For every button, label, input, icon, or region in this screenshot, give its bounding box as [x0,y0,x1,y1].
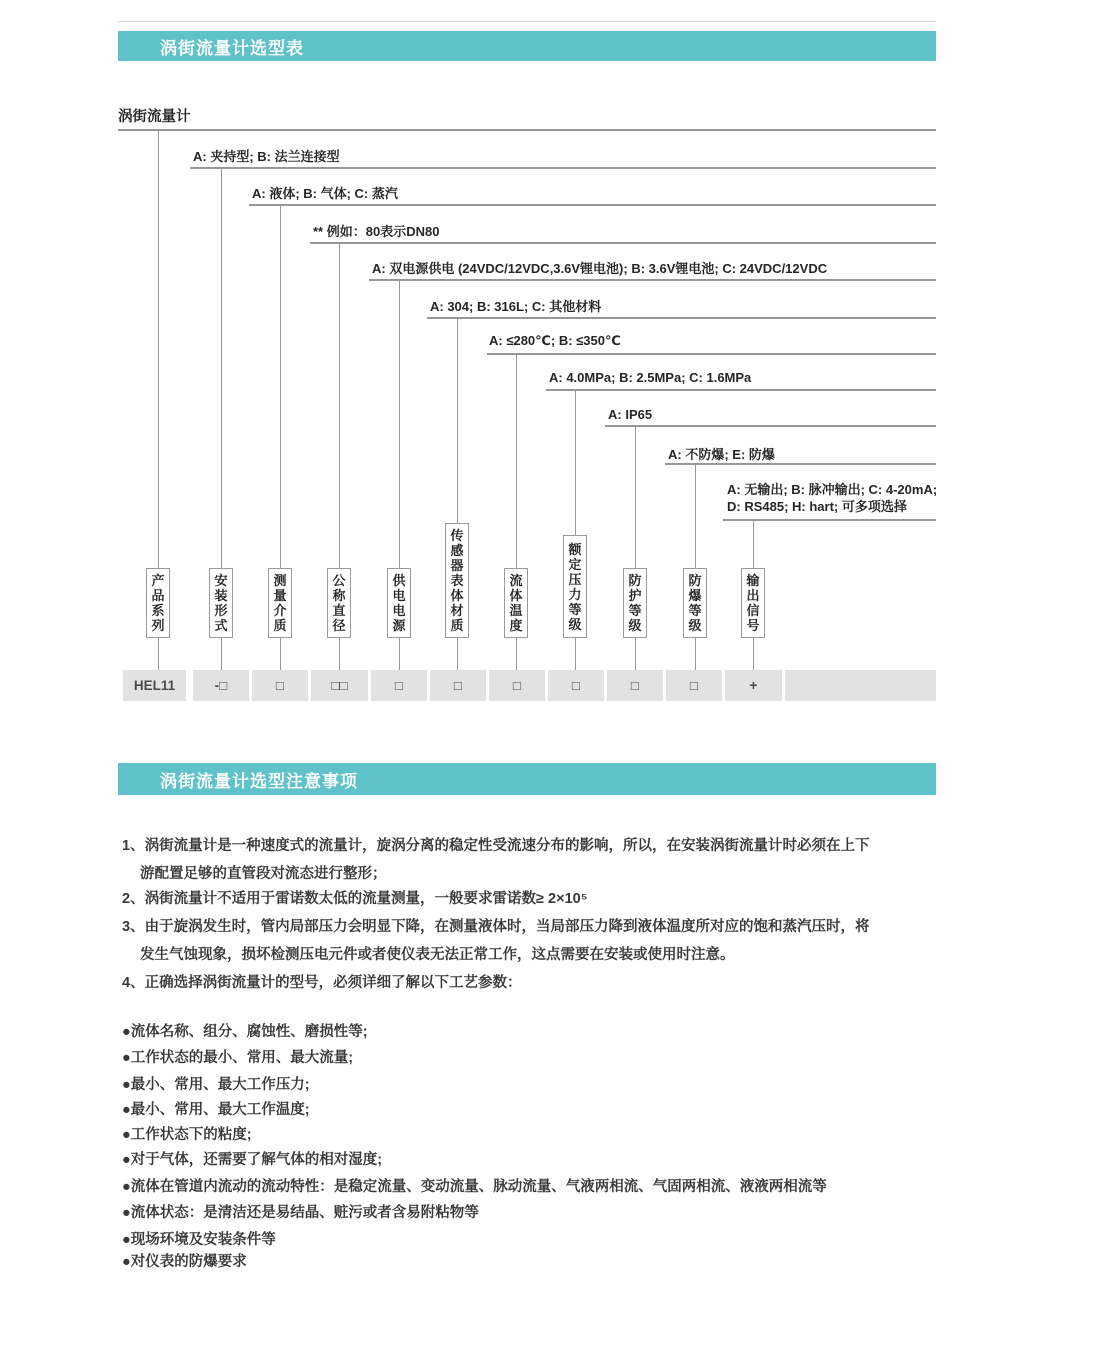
option-text-fluid-temperature: A: ≤280℃; B: ≤350℃ [489,333,621,348]
connector-line [457,319,458,523]
field-label: 输出信号 [746,573,760,633]
connector-line [753,638,754,670]
bullet-item: ●流体在管道内流动的流动特性：是稳定流量、变动流量、脉动流量、气液两相流、气固两相流、液液两相流等 [122,1179,827,1195]
connector-line [575,391,576,535]
connector-line [635,638,636,670]
output-signal-line2: D: RS485; H: hart; 可多项选择 [727,499,907,514]
bullet-item: ●工作状态下的粘度; [122,1127,252,1143]
code-cell-fluid-temperature: □ [489,670,545,701]
field-box-protection-class [623,568,647,638]
note-item: 3、由于旋涡发生时，管内局部压力会明显下降，在测量液体时，当局部压力降到液体温度所对应的饱和蒸汽压时，将 [122,919,870,935]
note-item: 1、涡街流量计是一种速度式的流量计，旋涡分离的稳定性受流速分布的影响，所以，在安装涡街流量计时必须在上下 [122,838,870,854]
connector-line [118,129,936,131]
connector-line [280,638,281,670]
bullet-item: ●流体状态：是清洁还是易结晶、赃污或者含易附粘物等 [122,1205,479,1221]
connector-line [369,279,936,281]
connector-line [516,355,517,568]
section-title: 涡街流量计选型注意事项 [160,771,358,791]
field-label: 产品系列 [151,573,165,633]
option-text-power-supply: A: 双电源供电 (24VDC/12VDC,3.6V锂电池); B: 3.6V锂电池; C: 24VDC/12VDC [372,261,828,276]
connector-line [339,638,340,670]
connector-line [158,131,159,568]
code-cell-blank [785,670,936,701]
field-box-rated-pressure [563,535,587,638]
connector-line [158,638,159,670]
field-label: 测量介质 [273,573,287,633]
code-cell-measured-medium: □ [252,670,308,701]
connector-line [339,244,340,568]
code-cell-nominal-diameter: □□ [311,670,368,701]
field-label: 额定压力等级 [568,541,582,632]
connector-line [695,638,696,670]
field-box-power-supply [387,568,411,638]
option-text-protection-class: A: IP65 [608,407,653,422]
connector-line [753,521,754,568]
connector-line [457,638,458,670]
note-item-continuation: 游配置足够的直管段对流态进行整形； [140,866,387,882]
connector-line [190,167,936,169]
code-cell-installation-type: -□ [193,670,249,701]
connector-line [605,425,936,427]
bullet-item: ●工作状态的最小、常用、最大流量; [122,1050,354,1066]
bullet-item: ●最小、常用、最大工作压力; [122,1077,310,1093]
bullet-item: ●流体名称、组分、腐蚀性、磨损性等; [122,1024,368,1040]
note-item: 2、涡街流量计不适用于雷诺数太低的流量测量，一般要求雷诺数≥ 2×10⁵ [122,891,588,907]
connector-line [695,465,696,568]
option-text-output-signal [727,481,937,515]
connector-line [516,638,517,670]
connector-line [575,638,576,670]
field-box-nominal-diameter [327,568,351,638]
field-box-product-series [146,568,170,638]
code-cell-output-signal: + [725,670,782,701]
bullet-item: ●对于气体，还需要了解气体的相对湿度; [122,1152,383,1168]
field-label: 防爆等级 [688,573,702,633]
field-label: 安装形式 [214,573,228,633]
code-cell-product-series: HEL11 [123,670,186,701]
field-box-fluid-temperature [504,568,528,638]
connector-line [546,389,936,391]
field-box-sensor-body-material [445,523,469,638]
flowmeter-root-label: 涡街流量计 [118,109,191,125]
connector-line [723,519,936,521]
option-text-explosionproof-class: A: 不防爆; E: 防爆 [668,447,775,462]
field-label: 传感器表体材质 [450,528,464,633]
option-text-sensor-body-material: A: 304; B: 316L; C: 其他材料 [430,299,602,314]
code-cell-explosionproof-class: □ [666,670,722,701]
connector-line [399,281,400,568]
bullet-item: ●最小、常用、最大工作温度; [122,1102,310,1118]
field-box-explosionproof-class [683,568,707,638]
connector-line [427,317,936,319]
field-label: 防护等级 [628,573,642,633]
code-cell-power-supply: □ [371,670,427,701]
connector-line [487,353,936,355]
field-label: 供电电源 [392,573,406,633]
option-text-nominal-diameter: ** 例如：80表示DN80 [313,224,440,239]
connector-line [221,638,222,670]
field-box-measured-medium [268,568,292,638]
option-text-measured-medium: A: 液体; B: 气体; C: 蒸汽 [252,186,398,201]
connector-line [635,427,636,568]
top-divider-line [118,21,936,22]
field-label: 公称直径 [332,573,346,633]
connector-line [399,638,400,670]
field-label: 流体温度 [509,573,523,633]
connector-line [249,204,936,206]
option-text-rated-pressure: A: 4.0MPa; B: 2.5MPa; C: 1.6MPa [549,370,752,385]
bullet-item: ●对仪表的防爆要求 [122,1254,247,1270]
field-box-output-signal [741,568,765,638]
bullet-item: ●现场环境及安装条件等 [122,1232,276,1248]
section-title: 涡街流量计选型表 [160,38,304,58]
option-text-installation-type: A: 夹持型; B: 法兰连接型 [193,149,340,164]
code-cell-protection-class: □ [607,670,663,701]
connector-line [221,169,222,568]
code-cell-sensor-body-material: □ [430,670,486,701]
section-header-notes [118,763,936,795]
connector-line [665,463,936,465]
connector-line [310,242,936,244]
output-signal-line1: A: 无输出; B: 脉冲输出; C: 4-20mA; [727,482,938,497]
section-header-selection-table [118,31,936,61]
connector-line [280,206,281,568]
note-item: 4、正确选择涡街流量计的型号，必须详细了解以下工艺参数： [122,975,522,991]
note-item-continuation: 发生气蚀现象，损坏检测压电元件或者使仪表无法正常工作，这点需要在安装或使用时注意。 [140,947,735,963]
field-box-installation-type [209,568,233,638]
code-cell-rated-pressure: □ [548,670,604,701]
